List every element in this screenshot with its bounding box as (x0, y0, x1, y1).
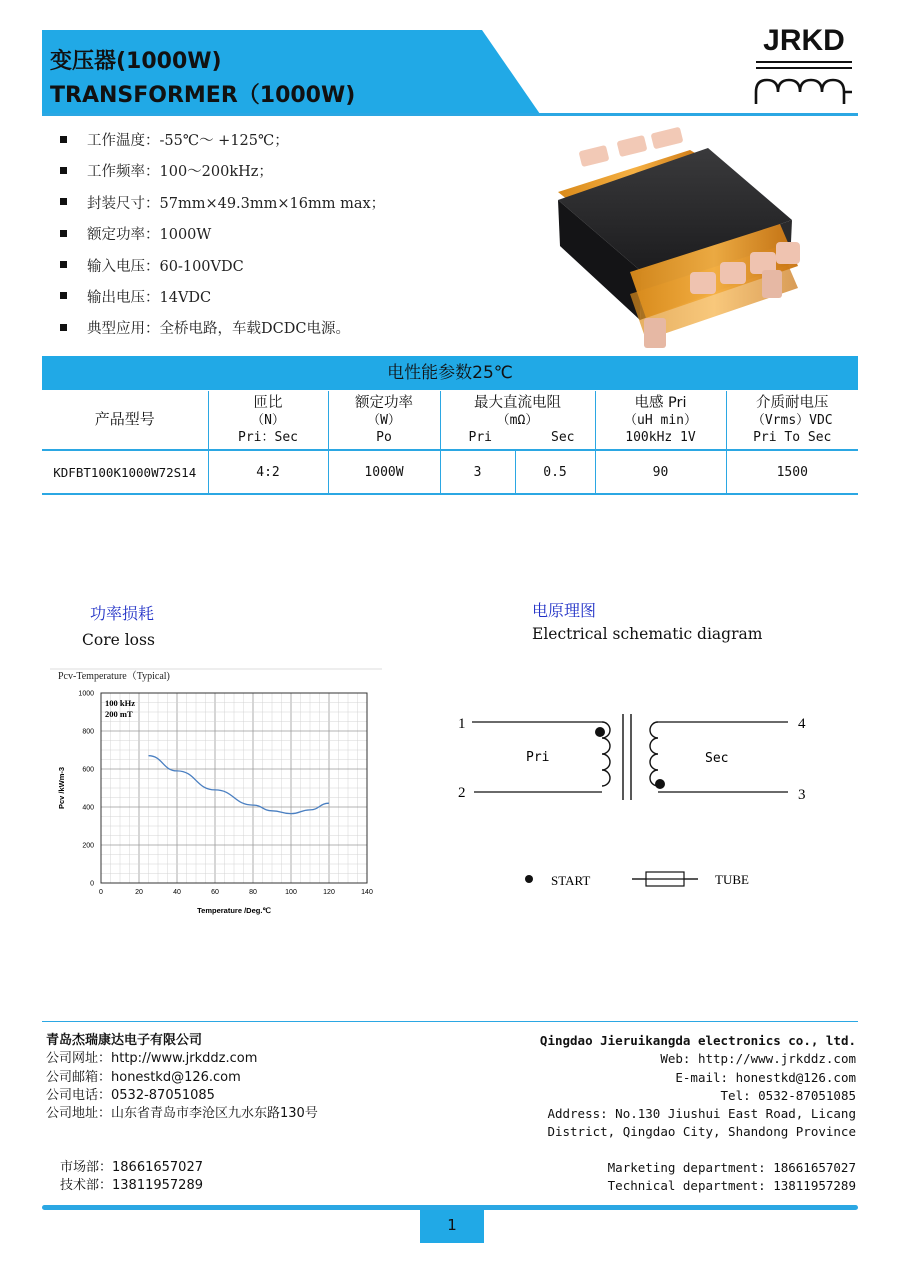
electrical-schematic (440, 700, 820, 900)
header-model: 产品型号 (42, 391, 208, 450)
y-tick-label: 0 (90, 880, 94, 888)
y-tick-label: 400 (82, 804, 94, 812)
page-number: 1 (420, 1210, 484, 1243)
cell-inductance: 90 (595, 450, 726, 494)
bullet-icon (60, 136, 67, 143)
annotation-text: 200 mT (105, 709, 133, 719)
table-row (42, 450, 858, 494)
header-divider (42, 113, 858, 116)
header-inductance: 电感 Pri （uH min） 100kHz 1V (595, 391, 726, 450)
x-tick-label: 0 (99, 889, 103, 896)
company-name-en: Qingdao Jieruikangda electronics co., ltd. (539, 1033, 856, 1048)
pin-4-label: 4 (798, 716, 806, 732)
series-line (149, 756, 330, 814)
jrkd-logo (750, 24, 858, 108)
cell-hipot: 1500 (726, 450, 858, 494)
x-tick-label: 20 (135, 889, 143, 896)
product-photo (540, 122, 808, 354)
bullet-icon (60, 292, 67, 299)
chart-y-label: Pcv /kWm-3 (57, 766, 66, 810)
bullet-icon (60, 261, 67, 268)
core-loss-label-en: Core loss (82, 631, 155, 649)
footer-divider (42, 1021, 858, 1022)
svg-text:JRKD: JRKD (763, 24, 845, 57)
pin-1-label: 1 (458, 716, 466, 732)
address-en-line2: District, Qingdao City, Shandong Province (547, 1124, 856, 1140)
dot-sec (655, 779, 665, 789)
email-cn: 公司邮箱：honestkd@126.com (46, 1069, 241, 1085)
pin-2-label: 2 (458, 785, 466, 801)
pin-3-label: 3 (798, 787, 806, 803)
cell-power: 1000W (328, 450, 440, 494)
parameter-table (42, 391, 858, 495)
bullet-icon (60, 324, 67, 331)
header-power: 额定功率 （W） Po (328, 391, 440, 450)
sec-label: Sec (705, 751, 729, 766)
website-en: Web: http://www.jrkddz.com (660, 1051, 856, 1067)
technical-cn: 技术部：13811957289 (60, 1178, 203, 1194)
spec-item: 工作频率：100～200kHz； (60, 157, 385, 188)
spec-list (60, 126, 385, 346)
address-en-line1: Address: No.130 Jiushui East Road, Licang (547, 1106, 856, 1122)
header-dcr: 最大直流电阻 （mΩ） Pri Sec (440, 391, 595, 450)
tube-label: TUBE (715, 872, 749, 887)
annotation-text: 100 kHz (105, 698, 135, 708)
phone-en: Tel: 0532-87051085 (720, 1087, 856, 1103)
marketing-cn: 市场部：18661657027 (60, 1160, 203, 1175)
x-tick-label: 60 (211, 889, 219, 896)
header-hipot: 介质耐电压 （Vrms）VDC Pri To Sec (726, 391, 858, 450)
email-en: E-mail: honestkd@126.com (675, 1069, 856, 1085)
x-tick-label: 120 (323, 889, 335, 896)
dot-pri (595, 727, 605, 737)
cell-model: KDFBT100K1000W72S14 (42, 450, 208, 494)
y-tick-label: 800 (82, 728, 94, 736)
cell-ratio: 4:2 (208, 450, 328, 494)
chart-title: Pcv-Temperature（Typical) (58, 671, 170, 682)
page-title-cn: 变压器(1000W) (50, 49, 222, 74)
y-tick-label: 1000 (78, 690, 94, 698)
x-tick-label: 100 (285, 889, 297, 896)
address-cn: 公司地址：山东省青岛市李沧区九水东路130号 (46, 1106, 318, 1122)
schematic-label-cn: 电原理图 (532, 601, 597, 620)
department-contacts-en (608, 1159, 856, 1196)
spec-item: 典型应用：全桥电路，车载DCDC电源。 (60, 314, 385, 345)
technical-en: Technical department: 13811957289 (607, 1178, 856, 1194)
bullet-icon (60, 198, 67, 205)
footer-contact-en (540, 1032, 856, 1142)
x-tick-label: 40 (173, 889, 181, 896)
pri-label: Pri (526, 750, 550, 765)
schematic-label-en: Electrical schematic diagram (532, 625, 763, 643)
chart-annotation (105, 698, 135, 719)
spec-item: 封装尺寸：57mm×49.3mm×16mm max； (60, 189, 385, 220)
table-header-row (42, 391, 858, 450)
cell-dcr-sec: 0.5 (515, 450, 595, 494)
x-tick-label: 140 (361, 889, 373, 896)
marketing-en: Marketing department: 18661657027 (607, 1160, 856, 1175)
bullet-icon (60, 230, 67, 237)
website-cn: 公司网址：http://www.jrkddz.com (46, 1051, 258, 1067)
start-label: START (551, 873, 591, 888)
chart-series (149, 756, 330, 814)
spec-item: 输入电压：60-100VDC (60, 252, 385, 283)
phone-cn: 公司电话：0532-87051085 (46, 1087, 215, 1103)
spec-item: 输出电压：14VDC (60, 283, 385, 314)
chart-x-label: Temperature /Deg.℃ (197, 906, 271, 915)
core-loss-label-cn: 功率损耗 (90, 604, 155, 623)
spec-item: 额定功率：1000W (60, 220, 385, 251)
y-tick-label: 200 (82, 842, 94, 850)
core-loss-chart (50, 664, 390, 924)
page-title-en: TRANSFORMER（1000W) (50, 83, 356, 108)
footer-contact-cn (46, 1032, 318, 1123)
bullet-icon (60, 167, 67, 174)
cell-dcr-pri: 3 (440, 450, 515, 494)
company-name-cn: 青岛杰瑞康达电子有限公司 (46, 1033, 203, 1048)
x-tick-label: 80 (249, 889, 257, 896)
department-contacts-cn (60, 1159, 203, 1196)
start-dot-icon (525, 875, 533, 883)
table-caption: 电性能参数25℃ (42, 356, 858, 390)
header-ratio: 匝比 （N） Pri：Sec (208, 391, 328, 450)
spec-item: 工作温度：-55℃～ +125℃； (60, 126, 385, 157)
y-tick-label: 600 (82, 766, 94, 774)
chart-grid (101, 693, 367, 883)
